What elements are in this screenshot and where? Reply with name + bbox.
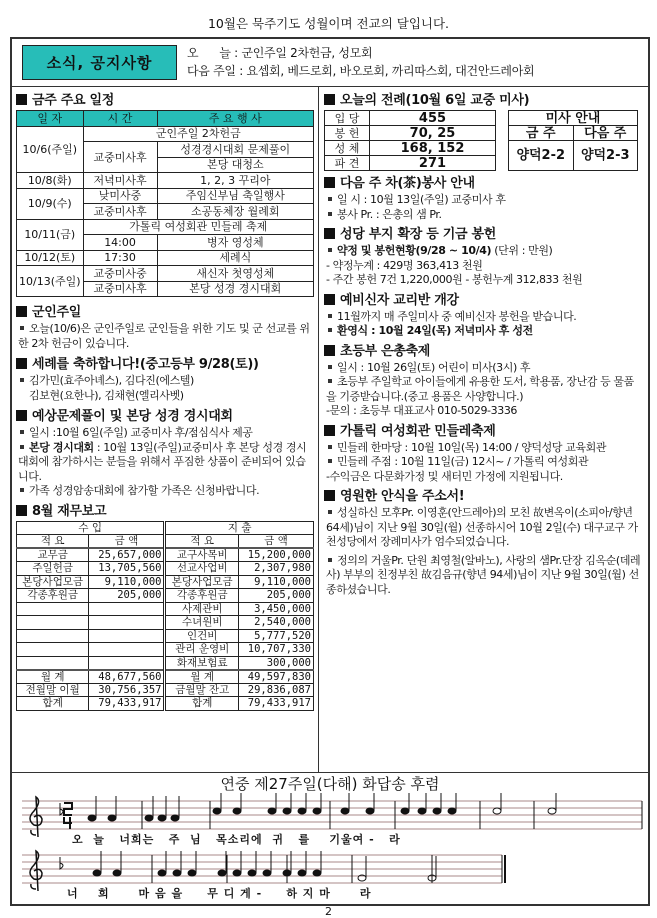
- note: [366, 808, 374, 814]
- table-row: 10/11(금) 가톨릭 여성회관 민들레 축제: [17, 219, 314, 235]
- table-row: 주일헌금 13,705,560 선교사업비 2,307,980: [17, 562, 314, 576]
- table-row: 파 견 271: [325, 156, 496, 171]
- festival-item: 민들레 한마당 : 10월 10일(목) 14:00 / 양덕성당 교육회관: [324, 441, 644, 456]
- note: [145, 815, 153, 821]
- fund-line: - 주간 봉헌 7건 1,220,000원 - 봉헌누계 312,833 천원: [326, 273, 583, 286]
- tea-heading: 다음 주 차(茶)봉사 안내: [324, 175, 644, 192]
- news-label-box: 소식, 공지사항: [22, 45, 177, 80]
- note: [313, 808, 321, 814]
- note: [158, 815, 166, 821]
- table-row: 수녀원비 2,540,000: [17, 616, 314, 630]
- baptism-names-1: 김가민(효주아녜스), 김다진(에스텔): [16, 374, 314, 389]
- quiz-heading: 예상문제풀이 및 본당 성경 경시대회: [16, 408, 314, 425]
- note: [213, 808, 221, 814]
- note: [298, 808, 306, 814]
- col-date: 일 자: [17, 111, 84, 127]
- tea-item: 일 시 : 10월 13일(주일) 교중미사 후: [324, 193, 644, 208]
- note: [233, 870, 241, 876]
- tea-item: 봉사 Pr. : 은총의 샘 Pr.: [324, 208, 644, 223]
- children-item: 일시 : 10월 26일(토) 어린이 미사(3시) 후: [324, 361, 644, 376]
- baptism-names-2: 김보현(요한나), 김채현(엘리사벳): [29, 388, 184, 402]
- note: [173, 870, 181, 876]
- quiz-item: 본당 경시대회 : 10월 13일(주일)교중미사 후 본당 성경 경시대회에 참가하시는 분들을 위해서 푸짐한 상품이 준비되어 있습니다.: [18, 440, 307, 483]
- children-heading: 초등부 은총축제: [324, 343, 644, 360]
- music-title: 연중 제27주일(다해) 화답송 후렴: [220, 775, 440, 793]
- liturgy-heading: 오늘의 전례(10월 6일 교중 미사): [324, 92, 644, 109]
- table-row: 교중미사후 본당 성경 경시대회: [17, 281, 314, 297]
- table-row: 본당 대청소: [17, 157, 314, 173]
- schedule-table: [16, 110, 314, 297]
- page-number: 2: [325, 905, 332, 918]
- flat-icon: [60, 803, 63, 815]
- music-score: [12, 772, 648, 904]
- lyrics-line-2: 너 희 마 음 을 무 디 게 - 하 지 마 라: [67, 887, 372, 900]
- fund-subtitle: 약정 및 봉헌현황(9/28 ~ 10/4) (단위 : 만원): [324, 244, 644, 259]
- catechumen-item: 11월까지 매 주일미사 중 예비신자 봉헌을 받습니다.: [324, 310, 644, 325]
- schedule-heading: 금주 주요 일정: [16, 92, 314, 109]
- finance-table: 수 입 지 출 적 요 금 액 적 요 금 액 교무금 25,657,000 교구사목비 15,200,000 주일헌금 13,705,560 선교사업비 2,307,980 본당사업모금 9,110,000 본당사업모금 9,110,000 각종후원금 205,000 각종후원금 205,000 사제관비 3,450,000 수녀원비 2,540,000 인건비 5,777,520 관리 운영비 10,707,330 화재보험료 300,000 월 계 48,677,560 월 계 49,597,830 전월말 이월 30,756,357 금월말 잔고 29,836,087 합계 79,433,917 합계 79,433,917: [16, 521, 314, 711]
- note: [158, 870, 166, 876]
- children-contact: -문의 : 초등부 대표교사 010-5029-3336: [326, 404, 518, 417]
- note: [433, 808, 441, 814]
- quiz-item: 일시 :10월 6일(주일) 교중미사 후/점심식사 제공: [16, 426, 314, 441]
- table-row: 10/9(수) 낮미사중 주임신부님 축일행사: [17, 188, 314, 204]
- repose-item: 정의의 거울Pr. 단원 최영철(알바노), 사랑의 샘Pr.단장 김옥순(데레사) 부부의 친정부친 故김음규(향년 94세)님이 지난 9월 30일(월) 선종하셨습니다.: [326, 553, 641, 596]
- note: [268, 808, 276, 814]
- table-row: 14:00 병자 영성체: [17, 235, 314, 251]
- col-time: 시 간: [83, 111, 157, 127]
- note: [448, 808, 456, 814]
- table-row: 본당사업모금 9,110,000 본당사업모금 9,110,000: [17, 575, 314, 589]
- today-label: 오 늘 :: [187, 46, 238, 60]
- today-text: 군인주일 2차헌금, 성모회: [241, 46, 373, 60]
- table-row: 전월말 이월 30,756,357 금월말 잔고 29,836,087: [17, 683, 314, 697]
- table-row: 성 체 168, 152: [325, 141, 496, 156]
- note: [283, 808, 291, 814]
- children-item: 초등부 주일학교 아이들에게 유용한 도서, 학용품, 장난감 등 물품을 기증받습니다.(중고 용품은 사양합니다.): [326, 375, 634, 403]
- note: [218, 870, 226, 876]
- repose-item: 성실하신 모후Pr. 이영훈(안드레아)의 모친 故변옥이(소피아/향년64세)님이 지난 9월 30일(월) 선종하시어 10월 2일(수) 대구교구 가천성당에서 장례미사가 엄수되었습니다.: [326, 506, 638, 548]
- note: [493, 808, 501, 814]
- table-row: 관리 운영비 10,707,330: [17, 643, 314, 657]
- baptism-heading: 세례를 축하합니다!(중고등부 9/28(토)): [16, 356, 314, 373]
- note: [88, 815, 96, 821]
- table-row: 인건비 5,777,520: [17, 629, 314, 643]
- note: [113, 870, 121, 876]
- banner: 10월은 묵주기도 성월이며 전교의 달입니다.: [207, 16, 450, 31]
- table-row: 봉 헌 70, 25: [325, 126, 496, 141]
- note: [263, 870, 271, 876]
- note: [171, 815, 179, 821]
- fund-heading: 성당 부지 확장 등 기금 봉헌: [324, 226, 644, 243]
- note: [298, 870, 306, 876]
- finance-heading: 8월 재무보고: [16, 503, 314, 520]
- table-row: 입 당 455: [325, 111, 496, 126]
- note: [248, 870, 256, 876]
- mass-guide-table: 미사 안내 금 주 다음 주 양덕2-2 양덕2-3: [508, 110, 638, 171]
- table-row: 10/6(주일) 군인주일 2차헌금: [17, 126, 314, 142]
- table-row: 각종후원금 205,000 각종후원금 205,000: [17, 589, 314, 603]
- fund-line: - 약정누계 : 429명 363,413 천원: [326, 258, 483, 272]
- treble-clef-icon: [30, 851, 42, 891]
- note: [93, 870, 101, 876]
- table-row: 10/8(화) 저녁미사후 1, 2, 3 꾸리아: [17, 173, 314, 189]
- table-row: 월 계 48,677,560 월 계 49,597,830: [17, 670, 314, 684]
- table-row: 화재보험료 300,000: [17, 656, 314, 670]
- table-row: 10/12(토) 17:30 세례식: [17, 250, 314, 266]
- table-row: 교중미사후 성경경시대회 문제풀이: [17, 142, 314, 158]
- note: [233, 808, 241, 814]
- table-row: 10/13(주일) 교중미사중 새신자 첫영성체: [17, 266, 314, 282]
- note: [548, 808, 556, 814]
- col-event: 주 요 행 사: [157, 111, 313, 127]
- festival-item: 민들레 주점 : 10월 11일(금) 12시~ / 가톨릭 여성회관: [324, 455, 644, 470]
- note: [108, 815, 116, 821]
- flat-icon: [60, 857, 63, 869]
- left-column: [12, 87, 319, 772]
- festival-heading: 가톨릭 여성회관 민들레축제: [324, 423, 644, 440]
- note: [401, 808, 409, 814]
- table-row: 교중미사후 소공동체장 월례회: [17, 204, 314, 220]
- bulletin-frame: [10, 37, 650, 906]
- note: [313, 870, 321, 876]
- liturgy-table: [324, 110, 496, 171]
- time-signature-icon: [64, 803, 72, 829]
- quiz-item: 가족 성경암송대회에 참가할 가족은 신청바랍니다.: [16, 484, 314, 499]
- right-column: [320, 87, 648, 772]
- festival-note: -수익금은 다문화가정 및 새터민 가정에 지원됩니다.: [326, 469, 563, 483]
- catechumen-heading: 예비신자 교리반 개강: [324, 292, 644, 309]
- military-heading: 군인주일: [16, 304, 314, 321]
- header: [12, 39, 648, 87]
- table-row: 합계 79,433,917 합계 79,433,917: [17, 697, 314, 711]
- military-text: 오늘(10/6)은 군인주일로 군인들을 위한 기도 및 군 선교를 위한 2차 헌금이 있습니다.: [18, 322, 310, 350]
- note: [188, 870, 196, 876]
- table-row: 교무금 25,657,000 교구사목비 15,200,000: [17, 548, 314, 562]
- repose-heading: 영원한 안식을 주소서!: [324, 488, 644, 505]
- note: [418, 808, 426, 814]
- table-row: 사제관비 3,450,000: [17, 602, 314, 616]
- next-text: 요셉회, 베드로회, 바오로회, 까리따스회, 대건안드레아회: [246, 64, 535, 78]
- lyrics-line-1: 오 늘 너희는 주 님 목소리에 귀 를 기울여 - 라: [72, 833, 401, 846]
- note: [341, 808, 349, 814]
- catechumen-item: 환영식 : 10월 24일(목) 저녁미사 후 성전: [324, 324, 644, 339]
- next-label: 다음 주일 :: [187, 64, 243, 78]
- treble-clef-icon: [30, 797, 42, 837]
